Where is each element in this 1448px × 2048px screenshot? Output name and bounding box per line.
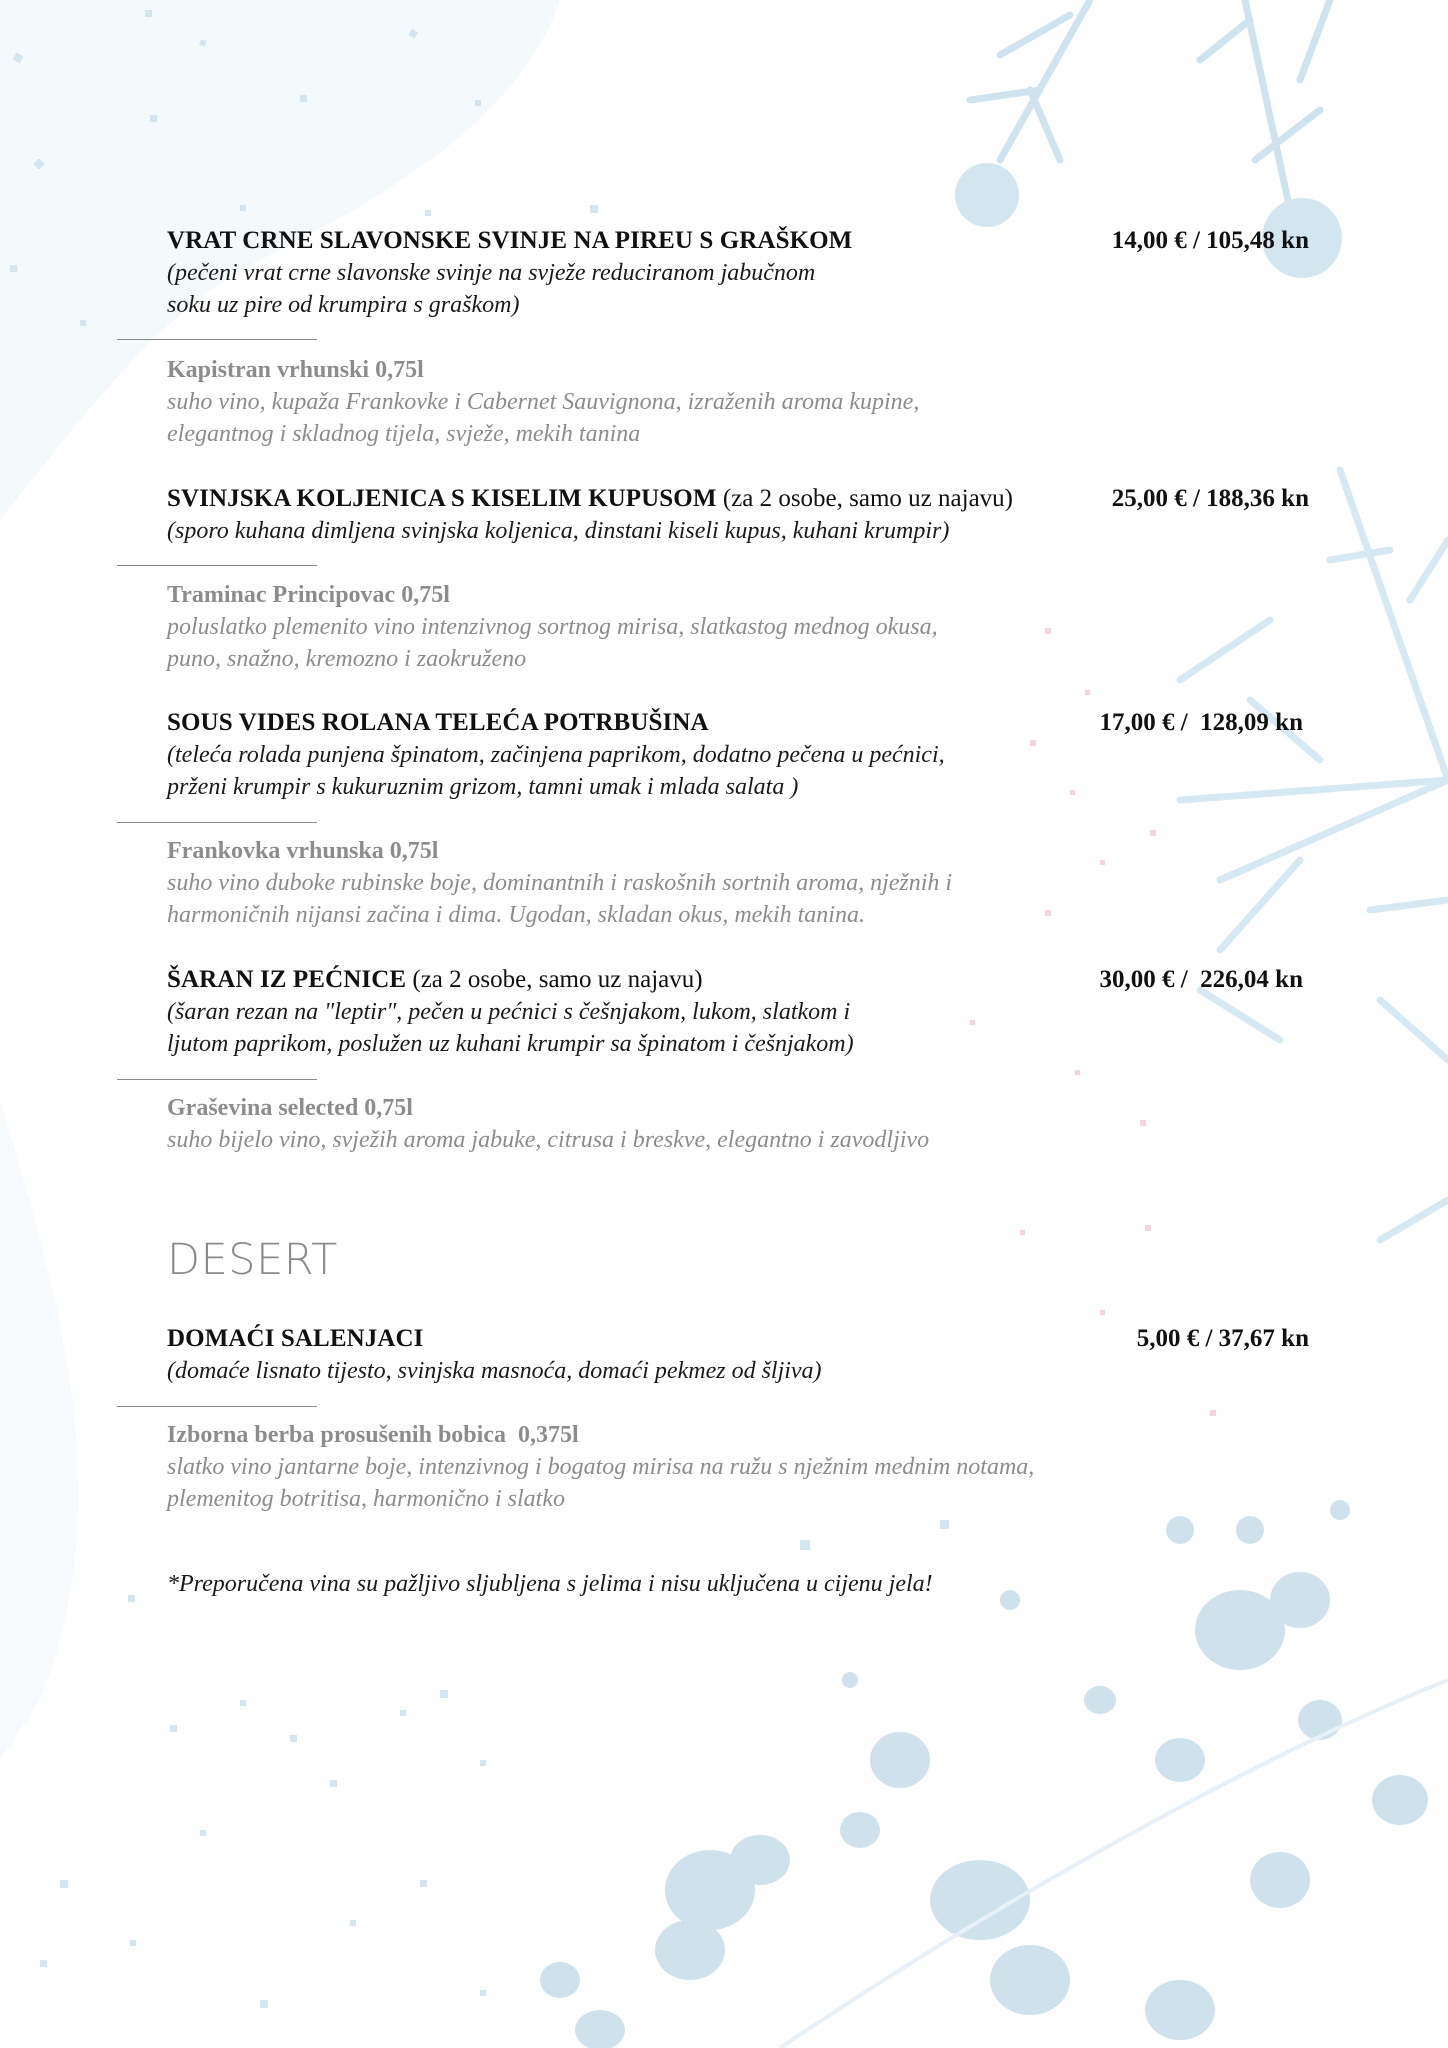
dish-name: DOMAĆI SALENJACI: [167, 1325, 424, 1352]
dish-description-line: soku uz pire od krumpira s graškom): [167, 292, 520, 318]
dish-title: [167, 225, 1067, 257]
dish-name: VRAT CRNE SLAVONSKE SVINJE NA PIREU S GRAŠKOM: [167, 227, 853, 254]
dish-description-line: (sporo kuhana dimljena svinjska koljenica, dinstani kiseli kupus, kuhani krumpir): [167, 518, 950, 544]
wine-name: Frankovka vrhunska 0,75l: [167, 838, 439, 864]
wine-description-line: poluslatko plemenito vino intenzivnog sortnog mirisa, slatkastog mednog okusa,: [167, 614, 938, 640]
wine-pairing: [167, 579, 1167, 675]
wine-description-line: suho vino, kupaža Frankovke i Cabernet Sauvignona, izraženih aroma kupine,: [167, 389, 920, 415]
dish-description-line: ljutom paprikom, poslužen uz kuhani krumpir sa špinatom i češnjakom): [167, 1031, 854, 1057]
divider: [117, 565, 317, 566]
footnote: *Preporučena vina su pažljivo sljubljena s jelima i nisu uključena u cijenu jela!: [167, 1571, 933, 1597]
dish-description-line: (teleća rolada punjena špinatom, začinjena paprikom, dodatno pečena u pećnici,: [167, 742, 945, 768]
dish-title: [167, 964, 1067, 996]
dish-description-line: (domaće lisnato tijesto, svinjska masnoća, domaći pekmez od šljiva): [167, 1358, 822, 1384]
dish-name: ŠARAN IZ PEĆNICE: [167, 966, 407, 993]
wine-pairing: [167, 1092, 1167, 1156]
wine-name: Izborna berba prosušenih bobica 0,375l: [167, 1422, 579, 1448]
wine-description-line: harmoničnih nijansi začina i dima. Ugodan, skladan okus, mekih tanina.: [167, 902, 865, 928]
wine-description-line: slatko vino jantarne boje, intenzivnog i bogatog mirisa na ružu s nježnim mednim notama,: [167, 1454, 1035, 1480]
section-title-dessert: DESERT: [167, 1235, 338, 1285]
dish-price: 14,00 € / 105,48 kn: [1111, 227, 1309, 254]
menu-item: [167, 964, 1067, 1060]
wine-pairing: [167, 835, 1167, 931]
dish-price: 17,00 € / 128,09 kn: [1099, 709, 1303, 736]
wine-name: Traminac Principovac 0,75l: [167, 582, 450, 608]
dish-note: (za 2 osobe, samo uz najavu): [406, 966, 703, 993]
menu-item: [167, 1323, 1067, 1387]
dish-price: 5,00 € / 37,67 kn: [1136, 1325, 1309, 1352]
dish-description-line: prženi krumpir s kukuruznim grizom, tamni umak i mlada salata ): [167, 774, 799, 800]
divider: [117, 339, 317, 340]
dish-title: [167, 1323, 1067, 1355]
wine-description-line: suho vino duboke rubinske boje, dominantnih i raskošnih sortnih aroma, nježnih i: [167, 870, 953, 896]
dish-name: SOUS VIDES ROLANA TELEĆA POTRBUŠINA: [167, 709, 709, 736]
dish-description-line: (pečeni vrat crne slavonske svinje na svježe reduciranom jabučnom: [167, 260, 816, 286]
dish-title: [167, 707, 1067, 739]
dish-note: (za 2 osobe, samo uz najavu): [716, 485, 1013, 512]
dish-title: [167, 483, 1067, 515]
dish-description-line: (šaran rezan na "leptir", pečen u pećnici s češnjakom, lukom, slatkom i: [167, 999, 851, 1025]
wine-name: Graševina selected 0,75l: [167, 1095, 413, 1121]
wine-description-line: puno, snažno, kremozno i zaokruženo: [167, 646, 527, 672]
wine-description-line: suho bijelo vino, svježih aroma jabuke, citrusa i breskve, elegantno i zavodljivo: [167, 1127, 930, 1153]
dish-price: 30,00 € / 226,04 kn: [1099, 966, 1303, 993]
menu-item: [167, 483, 1067, 547]
wine-pairing: [167, 1419, 1167, 1515]
dish-name: SVINJSKA KOLJENICA S KISELIM KUPUSOM: [167, 485, 717, 512]
divider: [117, 822, 317, 823]
dish-price: 25,00 € / 188,36 kn: [1111, 485, 1309, 512]
divider: [117, 1406, 317, 1407]
wine-pairing: [167, 354, 1167, 450]
menu-item: [167, 707, 1067, 803]
divider: [117, 1079, 317, 1080]
menu-item: [167, 225, 1067, 321]
wine-description-line: plemenitog botritisa, harmonično i slatko: [167, 1486, 565, 1512]
wine-name: Kapistran vrhunski 0,75l: [167, 357, 424, 383]
wine-description-line: elegantnog i skladnog tijela, svježe, mekih tanina: [167, 421, 641, 447]
